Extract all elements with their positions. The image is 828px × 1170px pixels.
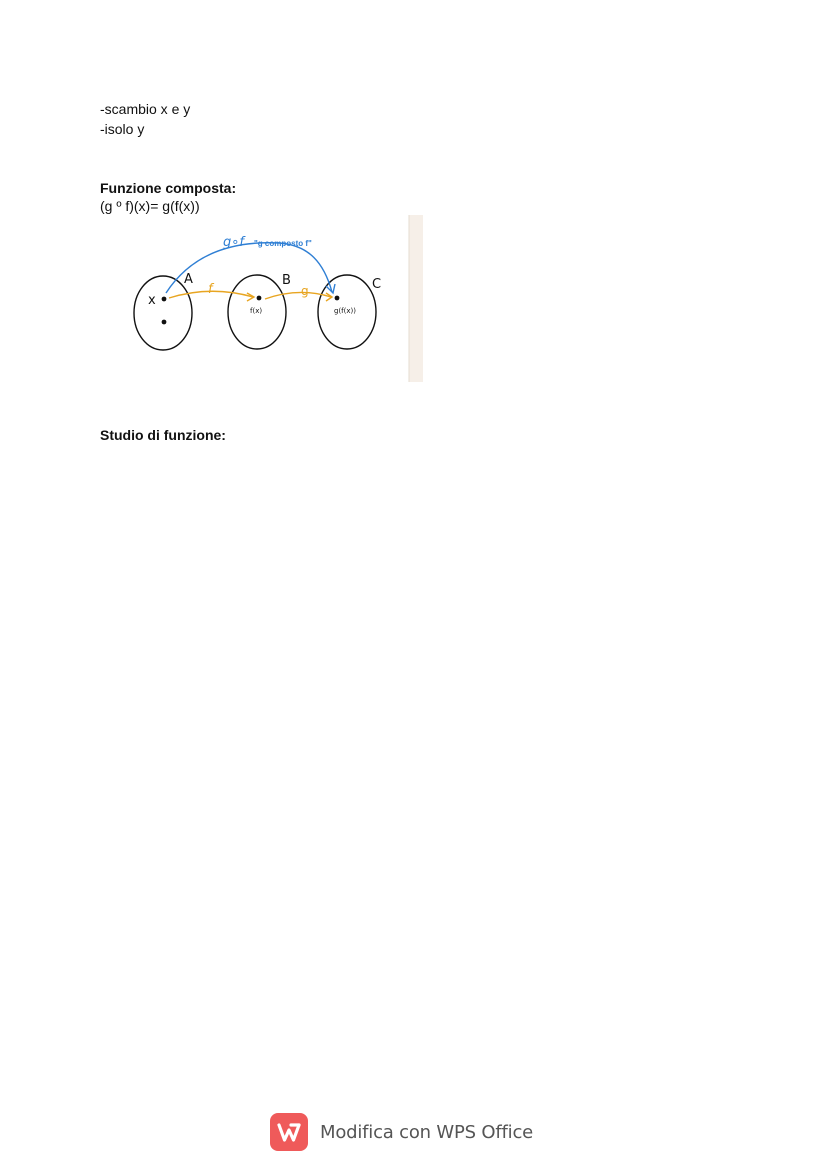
wps-logo-glyph [270, 1113, 308, 1151]
arrow-g-label: g [301, 284, 309, 298]
image-edge-strip [409, 215, 423, 382]
element-other-dot [162, 320, 167, 325]
composite-caption: "g composto f" [254, 239, 312, 248]
element-fx-label: f(x) [250, 307, 263, 315]
element-x-dot [162, 297, 167, 302]
composite-label: g∘f [223, 235, 244, 250]
element-gfx-dot [335, 296, 340, 301]
heading-function-study: Studio di funzione: [100, 427, 226, 443]
element-gfx-label: g(f(x)) [334, 307, 356, 315]
heading-composite-function: Funzione composta: [100, 180, 237, 196]
element-fx-dot [257, 296, 262, 301]
composite-function-diagram [99, 215, 423, 382]
set-label-b: B [282, 273, 291, 288]
wps-edit-link[interactable]: Modifica con WPS Office [320, 1121, 534, 1143]
text-line-swap: -scambio x e y [100, 101, 191, 117]
arrow-f-label: f [208, 282, 213, 297]
set-label-a: A [184, 272, 193, 287]
diagram-svg [99, 215, 423, 382]
set-a-ellipse [134, 276, 192, 350]
element-x-label: x [148, 293, 156, 308]
wps-logo-icon [270, 1113, 308, 1151]
text-line-isolate: -isolo y [100, 121, 145, 137]
wps-edit-banner[interactable] [270, 1112, 533, 1152]
set-label-c: C [372, 277, 382, 292]
formula-composite: (g º f)(x)= g(f(x)) [100, 198, 200, 214]
